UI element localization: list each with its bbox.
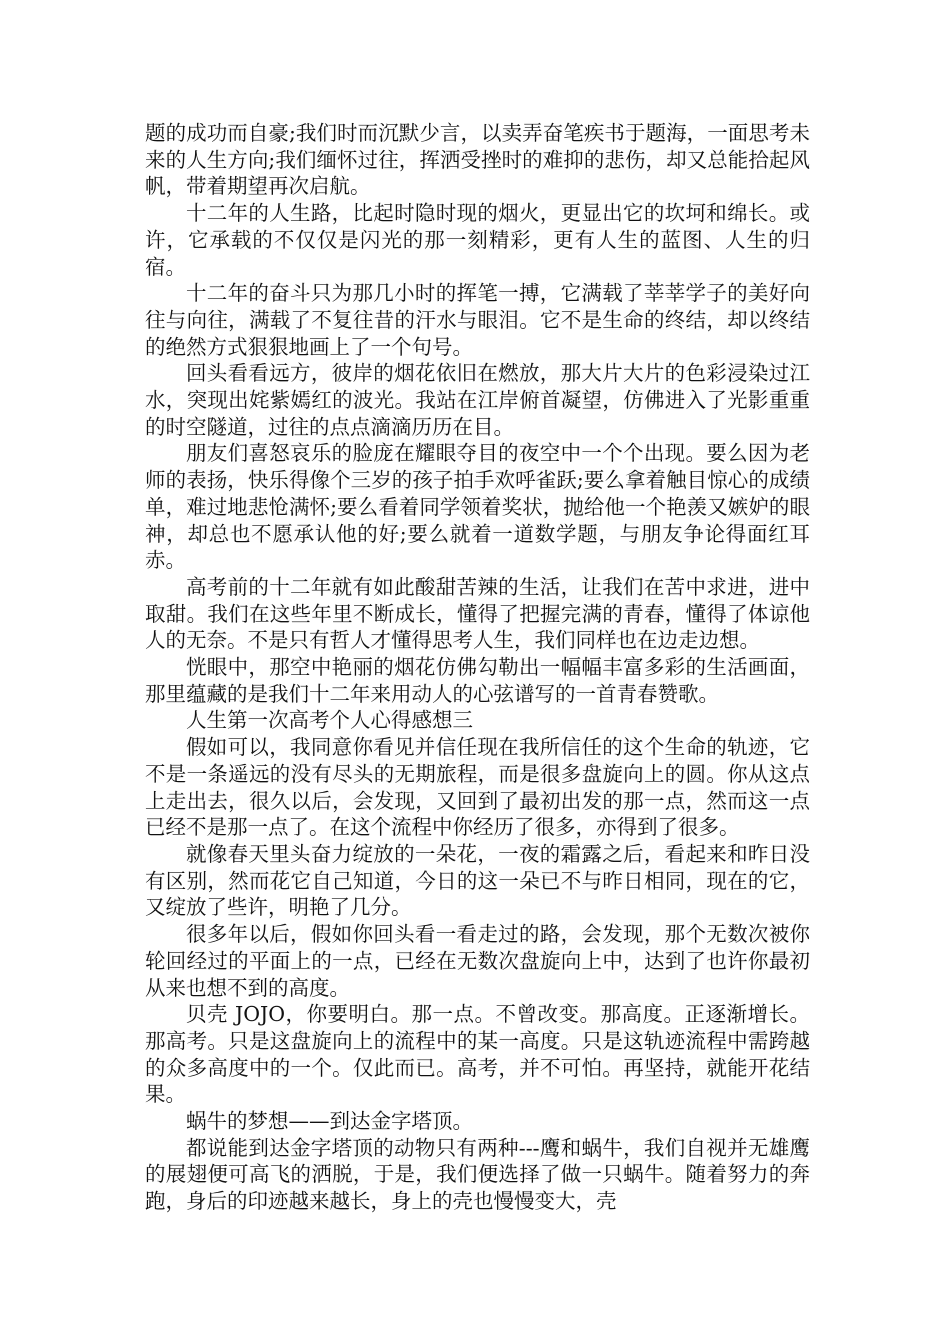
- document-page: [145, 120, 810, 1215]
- paragraph-many-years: 很多年以后，假如你回头看一看走过的路，会发现，那个无数次被你轮回经过的平面上的一点，已经在无数次盘旋向上中，达到了也许你最初从来也想不到的高度。: [145, 922, 810, 1000]
- subheading-snail-dream: 蜗牛的梦想——到达金字塔顶。: [186, 1109, 473, 1134]
- paragraph-jojo: 贝壳 JOJO，你要明白。那一点。不曾改变。那高度。正逐渐增长。那高考。只是这盘旋向上的流程中的某一高度。只是这轨迹流程中需跨越的众多高度中的一个。仅此而已。高考，并不可怕。再坚持，就能开花结果。: [145, 1002, 810, 1107]
- paragraph-before-exam: 高考前的十二年就有如此酸甜苦辣的生活，让我们在苦中求进，进中取甜。我们在这些年里不断成长，懂得了把握完满的青春，懂得了体谅他人的无奈。不是只有哲人才懂得思考人生，我们同样也在边走边想。: [145, 574, 810, 653]
- paragraph-friends: 朋友们喜怒哀乐的脸庞在耀眼夺目的夜空中一个个出现。要么因为老师的表扬，快乐得像个三岁的孩子拍手欢呼雀跃;要么拿着触目惊心的成绩单，难过地悲怆满怀;要么看着同学领着奖状，抛给他一个艳羡又嫉妒的眼神，却总也不愿承认他的好;要么就着一道数学题，与朋友争论得面红耳赤。: [145, 441, 810, 573]
- paragraph-fireworks: 回头看看远方，彼岸的烟花依旧在燃放，那大片大片的色彩浸染过江水，突现出姹紫嫣红的波光。我站在江岸俯首凝望，仿佛进入了光影重重的时空隧道，过往的点点滴滴历历在目。: [145, 361, 810, 439]
- paragraph-snail: 都说能到达金字塔顶的动物只有两种---鹰和蜗牛，我们自视并无雄鹰的展翅便可高飞的洒脱，于是，我们便选择了做一只蜗牛。随着努力的奔跑，身后的印迹越来越长，身上的壳也慢慢变大，壳: [145, 1135, 810, 1214]
- paragraph-flower: 就像春天里头奋力绽放的一朵花，一夜的霜露之后，看起来和昨日没有区别，然而花它自己知道，今日的这一朵已不与昨日相同，现在的它，又绽放了些许，明艳了几分。: [145, 841, 810, 920]
- paragraph-life-road: 十二年的人生路，比起时隐时现的烟火，更显出它的坎坷和绵长。或许，它承载的不仅仅是闪光的那一刻精彩，更有人生的蓝图、人生的归宿。: [145, 201, 810, 279]
- section-heading: 人生第一次高考个人心得感想三: [186, 708, 473, 733]
- paragraph-twelve-years: 十二年的奋斗只为那几小时的挥笔一搏，它满载了莘莘学子的美好向往与向往，满载了不复往昔的汗水与眼泪。它不是生命的终结，却以终结的绝然方式狠狠地画上了一个句号。: [145, 281, 810, 359]
- paragraph-trajectory: 假如可以，我同意你看见并信任现在我所信任的这个生命的轨迹，它不是一条遥远的没有尽头的无期旅程，而是很多盘旋向上的圆。你从这点上走出去，很久以后，会发现，又回到了最初出发的那一点，然而这一点已经不是那一点了。在这个流程中你经历了很多，亦得到了很多。: [145, 735, 810, 840]
- paragraph-youth-song: 恍眼中，那空中艳丽的烟花仿佛勾勒出一幅幅丰富多彩的生活画面，那里蕴藏的是我们十二年来用动人的心弦谱写的一首青春赞歌。: [145, 655, 810, 706]
- paragraph-continued: 题的成功而自豪;我们时而沉默少言，以卖弄奋笔疾书于题海，一面思考未来的人生方向;我们缅怀过往，挥洒受挫时的难抑的悲伤，却又总能拾起风帆，带着期望再次启航。: [145, 121, 810, 199]
